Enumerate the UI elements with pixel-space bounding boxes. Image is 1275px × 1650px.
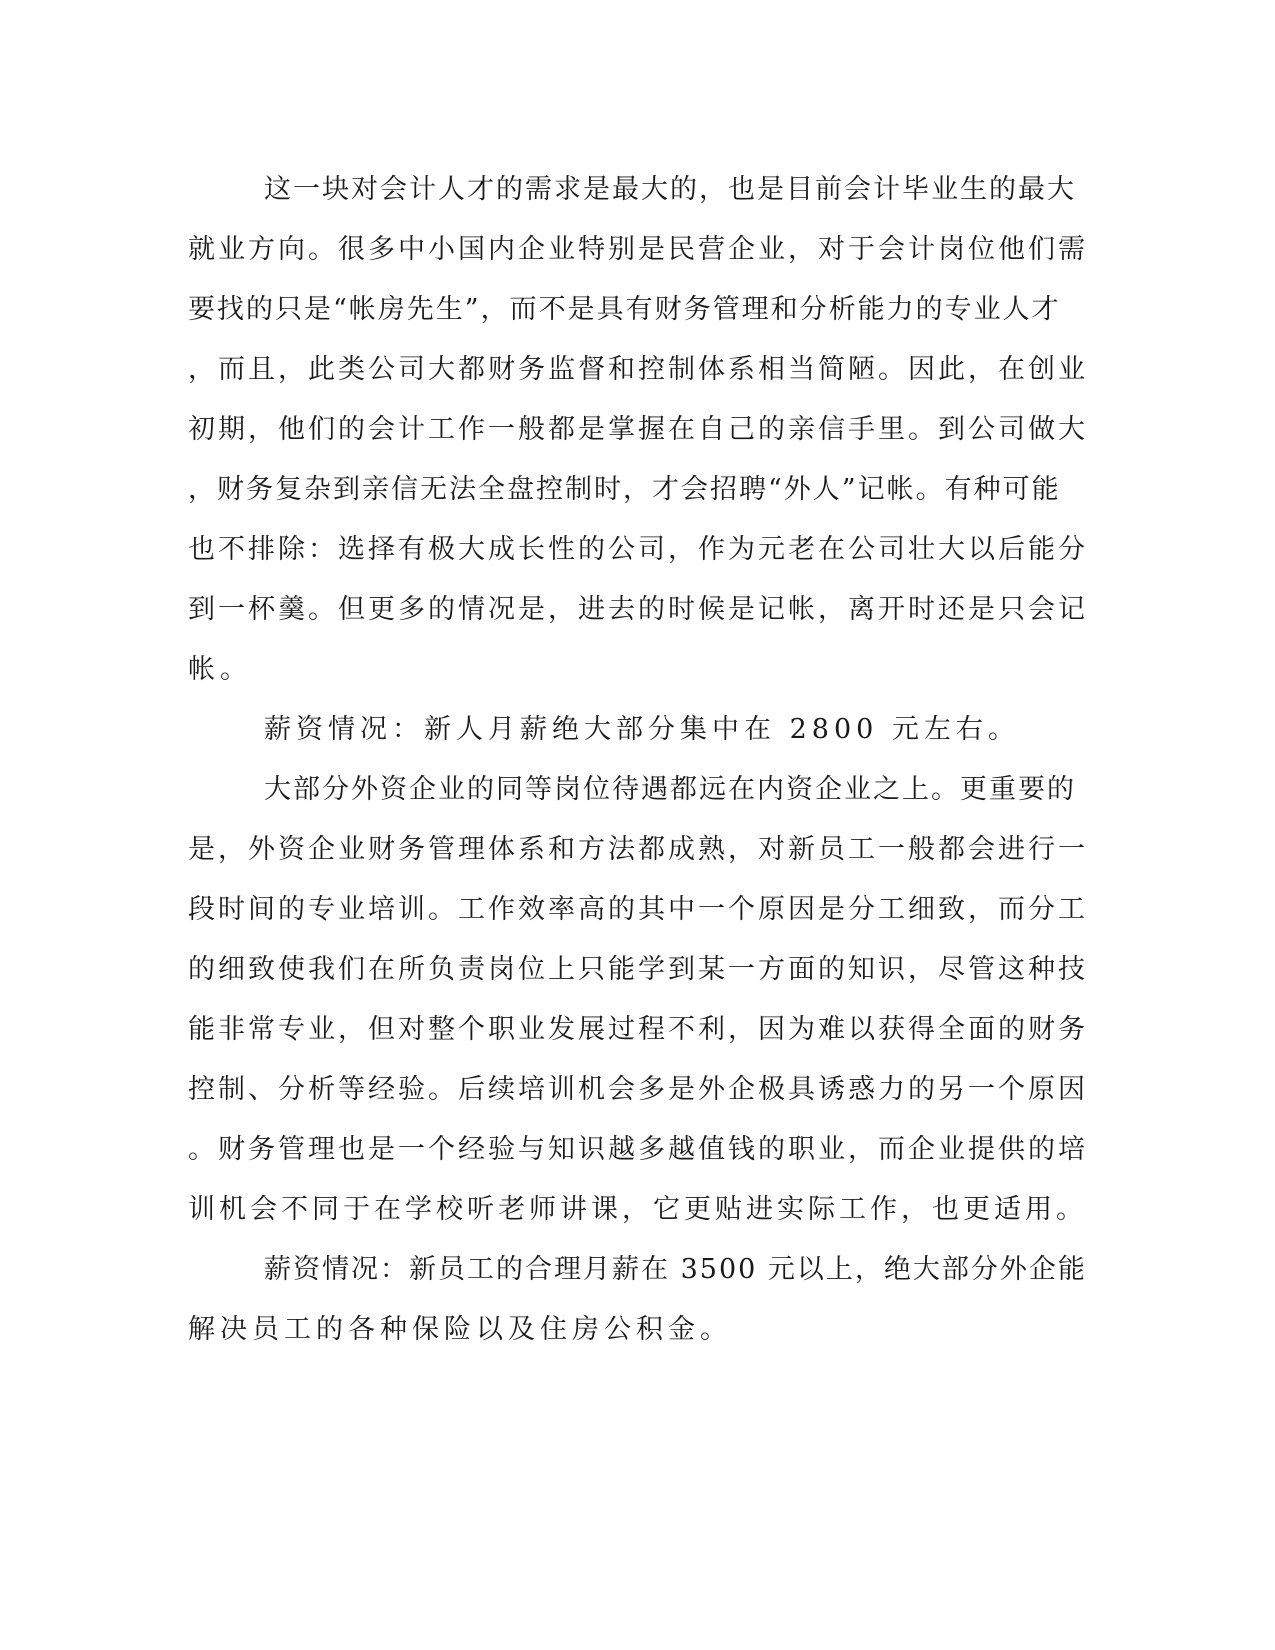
paragraph-line: 初期，他们的会计工作一般都是掌握在自己的亲信手里。到公司做大	[188, 414, 1088, 445]
salary-line: 薪资情况：新人月薪绝大部分集中在 2800 元左右。	[264, 714, 1020, 745]
paragraph-line: 的细致使我们在所负责岗位上只能学到某一方面的知识，尽管这种技	[188, 954, 1088, 985]
paragraph-line: ，财务复杂到亲信无法全盘控制时，才会招聘“外人”记帐。有种可能	[188, 474, 1061, 505]
paragraph-line: 这一块对会计人才的需求是最大的，也是目前会计毕业生的最大	[264, 174, 1076, 205]
salary-line: 薪资情况：新员工的合理月薪在 3500 元以上，绝大部分外企能	[264, 1254, 1087, 1285]
paragraph-line: ，而且，此类公司大都财务监督和控制体系相当简陋。因此，在创业	[188, 354, 1088, 385]
paragraph-line: 控制、分析等经验。后续培训机会多是外企极具诱惑力的另一个原因	[188, 1074, 1088, 1105]
paragraph-line: 能非常专业，但对整个职业发展过程不利，因为难以获得全面的财务	[188, 1014, 1088, 1045]
paragraph-line: 训机会不同于在学校听老师讲课，它更贴进实际工作，也更适用。	[188, 1194, 1087, 1225]
paragraph-line: 解决员工的各种保险以及住房公积金。	[188, 1314, 732, 1345]
paragraph-line: 。财务管理也是一个经验与知识越多越值钱的职业，而企业提供的培	[188, 1134, 1088, 1165]
paragraph-line: 帐。	[188, 654, 252, 685]
paragraph-line: 要找的只是“帐房先生”，而不是具有财务管理和分析能力的专业人才	[188, 294, 1061, 325]
paragraph-line: 是，外资企业财务管理体系和方法都成熟，对新员工一般都会进行一	[188, 834, 1088, 865]
document-body	[188, 160, 1088, 1360]
paragraph-line: 就业方向。很多中小国内企业特别是民营企业，对于会计岗位他们需	[188, 234, 1088, 265]
paragraph-line: 也不排除：选择有极大成长性的公司，作为元老在公司壮大以后能分	[188, 534, 1088, 565]
paragraph-line: 大部分外资企业的同等岗位待遇都远在内资企业之上。更重要的	[264, 774, 1076, 805]
paragraph-line: 到一杯羹。但更多的情况是，进去的时候是记帐，离开时还是只会记	[188, 594, 1088, 625]
paragraph-line: 段时间的专业培训。工作效率高的其中一个原因是分工细致，而分工	[188, 894, 1088, 925]
